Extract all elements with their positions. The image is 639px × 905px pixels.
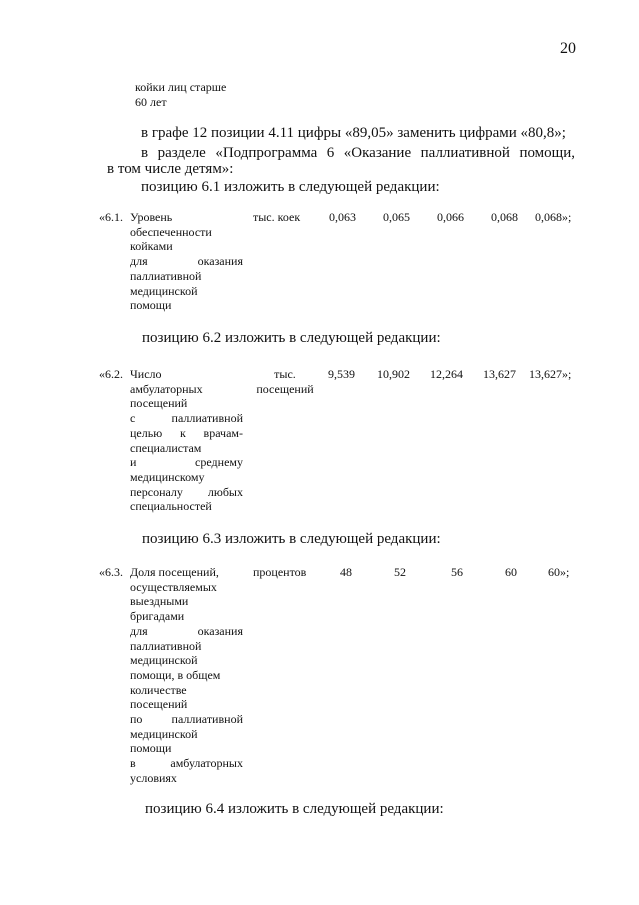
name-line	[130, 254, 243, 269]
name-line: медицинской	[130, 283, 198, 298]
value-cell: 12,264	[430, 367, 463, 381]
name-line: помощи	[130, 298, 172, 313]
indicator-name	[130, 565, 243, 786]
name-line: посещений	[130, 396, 188, 411]
row-number: «6.1.	[99, 210, 123, 224]
name-line: помощи, в общем	[130, 667, 221, 682]
section-heading: позицию 6.3 изложить в следующей редакции:	[142, 531, 441, 547]
name-line: паллиативной	[130, 268, 202, 283]
name-line	[130, 712, 243, 727]
value-cell: 52	[394, 565, 406, 579]
value-cell: 13,627	[483, 367, 516, 381]
row-number: «6.2.	[99, 367, 123, 381]
fragment-line: 60 лет	[135, 95, 167, 109]
word: паллиативной	[171, 411, 243, 426]
previous-row-fragment	[135, 80, 226, 110]
name-line: Уровень	[130, 210, 173, 224]
value-cell: 60»;	[548, 565, 570, 579]
name-line: посещений	[130, 697, 188, 712]
word: паллиативной	[420, 145, 510, 161]
value-cell: 0,068	[491, 210, 518, 224]
value-cell: 48	[340, 565, 352, 579]
word: с	[130, 411, 136, 426]
name-line: специалистам	[130, 440, 202, 455]
unit	[255, 367, 315, 396]
word: амбулаторных	[170, 756, 243, 771]
word: и	[130, 455, 137, 470]
word: врачам-	[203, 425, 243, 440]
word: «Подпрограмма	[215, 145, 318, 161]
name-line: количестве	[130, 682, 187, 697]
word: среднему	[195, 455, 243, 470]
word: в	[130, 756, 136, 771]
name-line	[130, 485, 243, 500]
name-line: Число	[130, 367, 162, 381]
name-line: условиях	[130, 770, 177, 785]
name-line: паллиативной	[130, 638, 202, 653]
name-line: специальностей	[130, 499, 212, 514]
section-heading: позицию 6.1 изложить в следующей редакции:	[141, 179, 440, 195]
value-cell: 0,066	[437, 210, 464, 224]
word: персоналу	[130, 484, 183, 499]
unit-line: посещений	[256, 381, 314, 396]
fragment-line: койки лиц старше	[135, 80, 227, 94]
indicator-name	[130, 367, 243, 514]
word: «Оказание	[343, 145, 412, 161]
instruction-line-3: в том числе детям»:	[107, 161, 234, 177]
name-line: бригадами	[130, 609, 185, 624]
word: для	[130, 254, 148, 269]
name-line	[130, 756, 243, 771]
value-cell: 10,902	[377, 367, 410, 381]
word: к	[179, 425, 186, 440]
word: любых	[207, 484, 243, 499]
word: разделе	[157, 145, 206, 161]
word: оказания	[197, 623, 243, 638]
name-line	[130, 624, 243, 639]
value-cell: 0,065	[383, 210, 410, 224]
name-line: медицинскому	[130, 469, 205, 484]
word: оказания	[197, 254, 243, 269]
value-cell: 0,068»;	[535, 210, 572, 224]
value-cell: 9,539	[328, 367, 355, 381]
name-line: койками	[130, 239, 173, 254]
name-line: амбулаторных	[130, 381, 203, 396]
indicator-name	[130, 210, 243, 313]
word: помощи,	[519, 145, 575, 161]
name-line: помощи	[130, 741, 172, 756]
word: паллиативной	[171, 712, 243, 727]
name-line	[130, 411, 243, 426]
word: 6	[326, 145, 335, 161]
value-cell: 56	[451, 565, 463, 579]
word: для	[130, 623, 148, 638]
unit-line: тыс.	[274, 367, 296, 381]
name-line: выездными	[130, 594, 189, 609]
section-heading: позицию 6.2 изложить в следующей редакции:	[142, 330, 441, 346]
page-number: 20	[560, 40, 576, 57]
name-line: осуществляемых	[130, 579, 217, 594]
row-number: «6.3.	[99, 565, 123, 579]
value-cell: 13,627»;	[529, 367, 572, 381]
name-line	[130, 426, 243, 441]
word: в	[141, 145, 149, 161]
word: целью	[130, 425, 163, 440]
value-cell: 0,063	[329, 210, 356, 224]
name-line: Доля посещений,	[130, 565, 219, 579]
name-line: медицинской	[130, 726, 198, 741]
unit: тыс. коек	[253, 210, 301, 224]
value-cell: 60	[505, 565, 517, 579]
name-line: медицинской	[130, 653, 198, 668]
name-line	[130, 455, 243, 470]
unit: процентов	[253, 565, 307, 579]
name-line: обеспеченности	[130, 224, 212, 239]
word: по	[130, 712, 143, 727]
section-heading: позицию 6.4 изложить в следующей редакции:	[145, 801, 444, 817]
instruction-line-1: в графе 12 позиции 4.11 цифры «89,05» заменить цифрами «80,8»;	[141, 125, 566, 141]
